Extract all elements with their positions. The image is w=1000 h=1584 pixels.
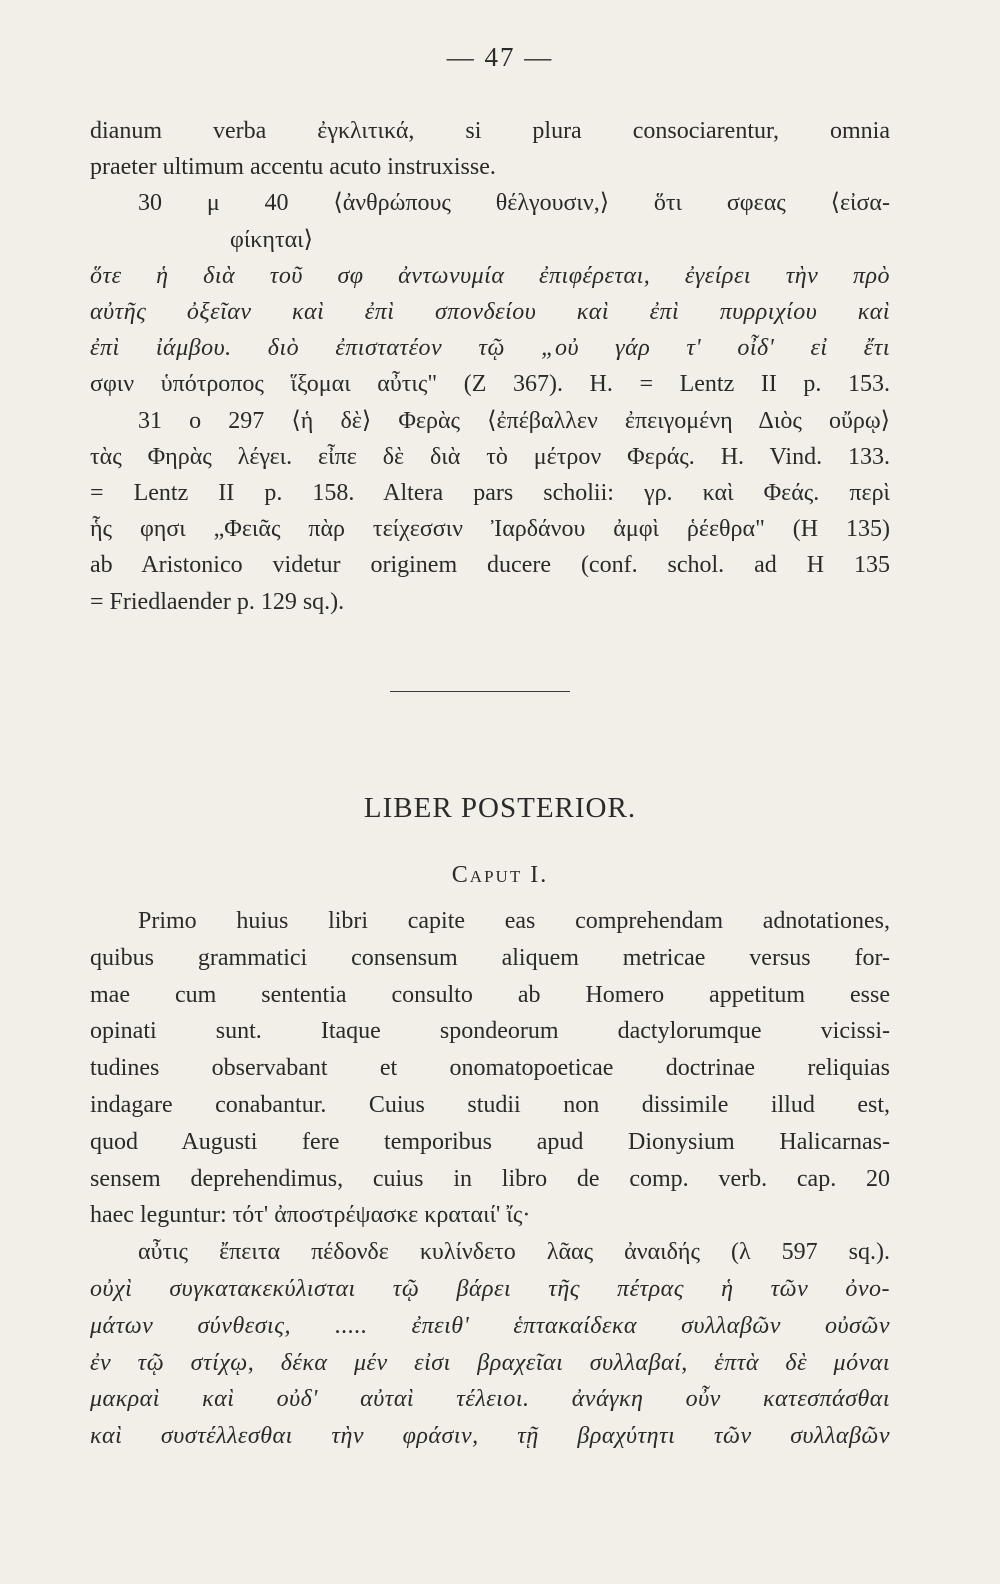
text-line: dianum verba ἐγκλιτικά, si plura consociarentur, omnia bbox=[90, 118, 890, 144]
text-line: ἐν τῷ στίχῳ, δέκα μέν εἰσι βραχεῖαι συλλαβαί, ἑπτὰ δὲ μόναι bbox=[90, 1349, 890, 1376]
text-line: τὰς Φηρὰς λέγει. εἶπε δὲ διὰ τὸ μέτρον Φεράς. H. Vind. 133. bbox=[90, 443, 890, 470]
text-line: καὶ συστέλλεσθαι τὴν φράσιν, τῇ βραχύτητι τῶν συλλαβῶν bbox=[90, 1423, 890, 1450]
text-line: mae cum sententia consulto ab Homero appetitum esse bbox=[90, 981, 890, 1008]
text-line: ἐπὶ ἰάμβου. διὸ ἐπιστατέον τῷ „οὐ γάρ τ' οἶδ' εἰ ἔτι bbox=[90, 335, 890, 362]
text-line: haec leguntur: τότ' ἀποστρέψασκε κραταιί' ἴς· bbox=[90, 1202, 531, 1229]
text-line: ὅτε ἡ διὰ τοῦ σφ ἀντωνυμία ἐπιφέρεται, ἐγείρει τὴν πρὸ bbox=[90, 262, 890, 289]
text-line: ἧς φησι „Φειᾶς πὰρ τείχεσσιν Ἰαρδάνου ἀμφὶ ῥέεθρα" (H 135) bbox=[90, 516, 890, 543]
text-line: praeter ultimum accentu acuto instruxisse. bbox=[90, 154, 496, 181]
text-line: quod Augusti fere temporibus apud Dionysium Halicarnas- bbox=[90, 1128, 890, 1155]
text-line: αὐτῆς ὀξεῖαν καὶ ἐπὶ σπονδείου καὶ ἐπὶ πυρριχίου καὶ bbox=[90, 299, 890, 325]
page-number: — 47 — bbox=[446, 42, 554, 72]
text-line: μάτων σύνθεσις, ..... ἐπειθ' ἑπτακαίδεκα συλλαβῶν οὐσῶν bbox=[90, 1312, 890, 1339]
section-heading: LIBER POSTERIOR. bbox=[363, 792, 637, 824]
text-line: φίκηται⟩ bbox=[230, 226, 313, 253]
text-line: = Lentz II p. 158. Altera pars scholii: γρ. καὶ Φεάς. περὶ bbox=[90, 480, 890, 506]
text-line: αὖτις ἔπειτα πέδονδε κυλίνδετο λᾶας ἀναιδής (λ 597 sq.). bbox=[138, 1239, 890, 1266]
text-line: Primo huius libri capite eas comprehendam adnotationes, bbox=[138, 908, 890, 934]
text-line: sensem deprehendimus, cuius in libro de comp. verb. cap. 20 bbox=[90, 1165, 890, 1192]
text-line: μακραὶ καὶ οὐδ' αὐταὶ τέλειοι. ἀνάγκη οὖν κατεσπάσθαι bbox=[90, 1386, 890, 1413]
section-divider bbox=[390, 691, 570, 692]
text-line: οὐχὶ συγκατακεκύλισται τῷ βάρει τῆς πέτρας ἡ τῶν ὀνο- bbox=[90, 1276, 890, 1302]
text-line: quibus grammatici consensum aliquem metricae versus for- bbox=[90, 944, 890, 971]
chapter-heading: Caput I. bbox=[451, 862, 549, 888]
text-line: = Friedlaender p. 129 sq.). bbox=[90, 588, 345, 615]
text-line: 30 μ 40 ⟨ἀνθρώπους θέλγουσιν,⟩ ὅτι σφεας ⟨εἰσα- bbox=[138, 190, 890, 217]
text-line: 31 ο 297 ⟨ἡ δὲ⟩ Φερὰς ⟨ἐπέβαλλεν ἐπειγομένη Διὸς οὔρῳ⟩ bbox=[138, 407, 890, 434]
text-line: ab Aristonico videtur originem ducere (conf. schol. ad H 135 bbox=[90, 552, 890, 579]
text-line: tudines observabant et onomatopoeticae doctrinae reliquias bbox=[90, 1055, 890, 1082]
text-line: opinati sunt. Itaque spondeorum dactylorumque vicissi- bbox=[90, 1018, 890, 1045]
text-line: σφιν ὑπότροπος ἵξομαι αὖτις" (Z 367). H. = Lentz II p. 153. bbox=[90, 371, 890, 398]
text-line: indagare conabantur. Cuius studii non dissimile illud est, bbox=[90, 1092, 890, 1118]
